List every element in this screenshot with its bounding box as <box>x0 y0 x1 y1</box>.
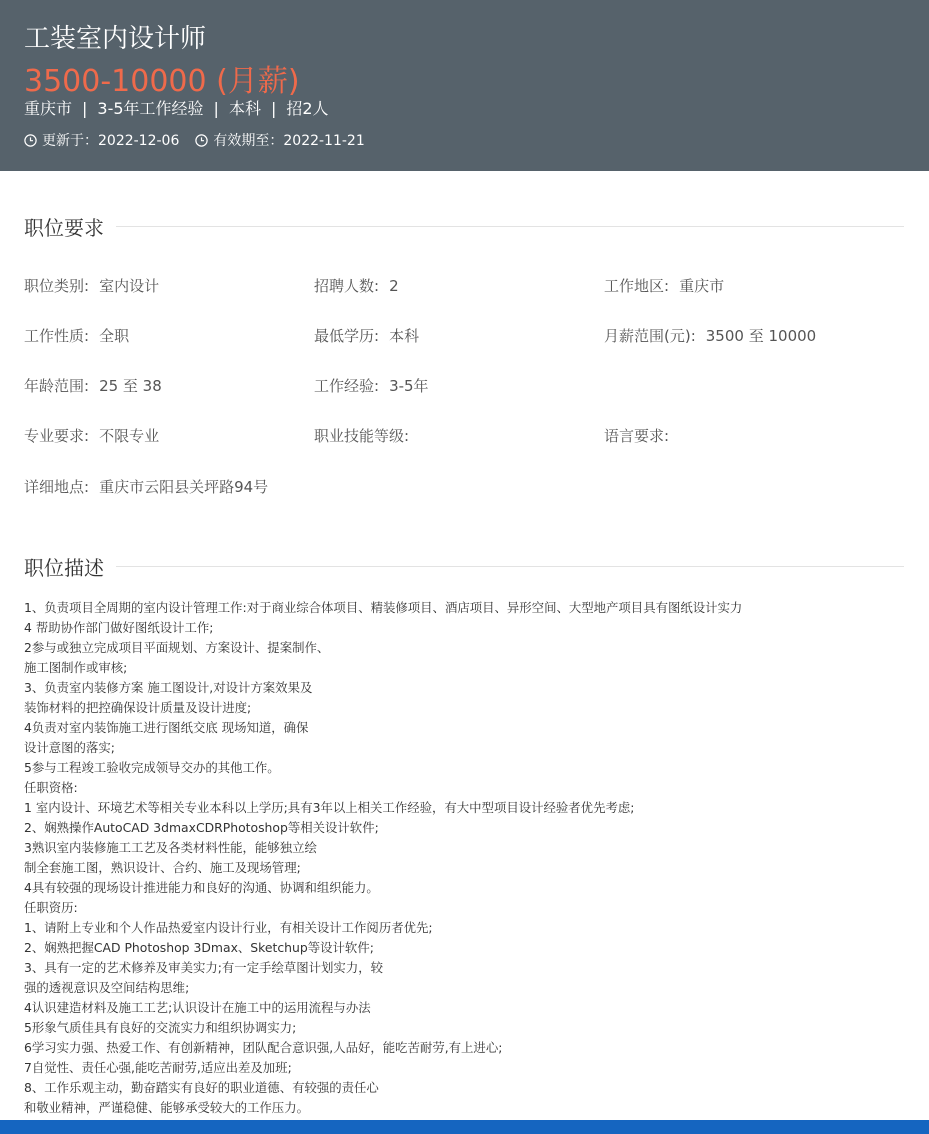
description-line: 4认识建造材料及施工工艺;认识设计在施工中的运用流程与办法 <box>24 1000 371 1015</box>
req-label: 招聘人数: <box>314 277 380 295</box>
description-line: 5形象气质佳具有良好的交流实力和组织协调实力; <box>24 1020 297 1035</box>
req-label: 语言要求: <box>604 427 670 445</box>
description-line: 3熟识室内装修施工工艺及各类材料性能，能够独立绘 <box>24 840 317 855</box>
req-value: 全职 <box>99 327 130 345</box>
description-line: 8、工作乐观主动，勤奋踏实有良好的职业道德、有较强的责任心 <box>24 1080 379 1095</box>
description-section-header <box>24 552 904 581</box>
description-line: 强的透视意识及空间结构思维; <box>24 980 190 995</box>
description-line: 施工图制作或审核; <box>24 660 128 675</box>
req-experience <box>314 375 429 396</box>
req-age-range <box>24 375 162 396</box>
req-job-type <box>24 325 129 346</box>
requirements-title: 职位要求 <box>24 216 104 240</box>
req-label: 职业技能等级: <box>314 427 410 445</box>
description-line: 1、负责项目全周期的室内设计管理工作:对于商业综合体项目、精装修项目、酒店项目、异形空间、大型地产项目具有图纸设计实力 <box>24 600 743 615</box>
req-category <box>24 275 159 296</box>
req-headcount <box>314 275 399 296</box>
meta-city: 重庆市 <box>24 99 73 118</box>
clock-icon <box>24 134 37 147</box>
req-label: 专业要求: <box>24 427 90 445</box>
job-header <box>0 0 929 171</box>
valid-text: 有效期至：2022-11-21 <box>213 133 365 149</box>
description-line: 2参与或独立完成项目平面规划、方案设计、提案制作、 <box>24 640 330 655</box>
req-region <box>604 275 724 296</box>
req-label: 详细地点: <box>24 478 90 496</box>
req-value: 3-5年 <box>389 377 429 395</box>
requirement-row <box>24 325 904 349</box>
job-description <box>24 598 904 1118</box>
requirement-row <box>24 425 904 449</box>
updated-date <box>24 130 179 150</box>
req-label: 最低学历: <box>314 327 380 345</box>
description-line: 3、负责室内装修方案 施工图设计,对设计方案效果及 <box>24 680 313 695</box>
req-salary-range <box>604 325 816 346</box>
meta-separator: | <box>82 99 88 118</box>
description-line: 7自觉性、责任心强,能吃苦耐劳,适应出差及加班; <box>24 1060 292 1075</box>
requirement-row <box>24 375 904 399</box>
description-line: 1 室内设计、环境艺术等相关专业本科以上学历;具有3年以上相关工作经验，有大中型项目设计经验者优先考虑; <box>24 800 635 815</box>
description-line: 设计意图的落实; <box>24 740 115 755</box>
req-major <box>24 425 159 446</box>
req-value: 不限专业 <box>99 427 160 445</box>
description-line: 2、娴熟把握CAD Photoshop 3Dmax、Sketchup等设计软件; <box>24 940 374 955</box>
job-title: 工装室内设计师 <box>24 24 207 54</box>
bottom-bar <box>0 1120 929 1134</box>
description-title: 职位描述 <box>24 556 104 580</box>
meta-headcount: 招2人 <box>286 99 329 118</box>
meta-experience: 3-5年工作经验 <box>97 99 204 118</box>
description-line: 4负责对室内装饰施工进行图纸交底 现场知道，确保 <box>24 720 309 735</box>
req-value: 本科 <box>389 327 420 345</box>
description-line: 3、具有一定的艺术修养及审美实力;有一定手绘草图计划实力，较 <box>24 960 383 975</box>
req-label: 工作经验: <box>314 377 380 395</box>
meta-separator: | <box>213 99 219 118</box>
req-language <box>604 425 679 446</box>
req-label: 职位类别: <box>24 277 90 295</box>
job-meta <box>24 96 329 119</box>
requirement-row <box>24 275 904 299</box>
clock-icon <box>195 134 208 147</box>
req-value: 2 <box>389 277 399 295</box>
section-divider <box>116 566 904 567</box>
req-value: 室内设计 <box>99 277 160 295</box>
description-line: 任职资历: <box>24 900 78 915</box>
description-line: 制全套施工图，熟识设计、合约、施工及现场管理; <box>24 860 301 875</box>
valid-date <box>195 130 364 150</box>
description-line: 1、请附上专业和个人作品热爱室内设计行业，有相关设计工作阅历者优先; <box>24 920 433 935</box>
meta-education: 本科 <box>228 99 261 118</box>
description-line: 4具有较强的现场设计推进能力和良好的沟通、协调和组织能力。 <box>24 880 379 895</box>
description-line: 和敬业精神，严谨稳健、能够承受较大的工作压力。 <box>24 1100 309 1115</box>
description-line: 2、娴熟操作AutoCAD 3dmaxCDRPhotoshop等相关设计软件; <box>24 820 379 835</box>
meta-separator: | <box>270 99 277 118</box>
description-line: 4 帮助协作部门做好图纸设计工作; <box>24 620 214 635</box>
req-skill-level <box>314 425 419 446</box>
req-label: 工作性质: <box>24 327 90 345</box>
req-education <box>314 325 419 346</box>
req-value: 重庆市 <box>679 277 725 295</box>
description-line: 6学习实力强、热爱工作、有创新精神，团队配合意识强,人品好，能吃苦耐劳,有上进心; <box>24 1040 503 1055</box>
description-line: 装饰材料的把控确保设计质量及设计进度; <box>24 700 252 715</box>
req-address <box>24 476 268 497</box>
req-value: 25 至 38 <box>99 377 162 395</box>
description-line: 5参与工程竣工验收完成领导交办的其他工作。 <box>24 760 280 775</box>
description-line: 任职资格: <box>24 780 78 795</box>
req-label: 年龄范围: <box>24 377 90 395</box>
section-divider <box>116 226 904 227</box>
salary: 3500-10000 (月薪) <box>24 64 300 99</box>
requirements-section-header <box>24 212 904 241</box>
req-label: 工作地区: <box>604 277 670 295</box>
req-value: 3500 至 10000 <box>705 327 817 345</box>
job-dates <box>24 130 381 150</box>
req-label: 月薪范围(元): <box>604 327 696 345</box>
updated-text: 更新于：2022-12-06 <box>42 133 180 149</box>
req-value: 重庆市云阳县关坪路94号 <box>99 478 269 496</box>
requirement-row <box>24 476 904 500</box>
